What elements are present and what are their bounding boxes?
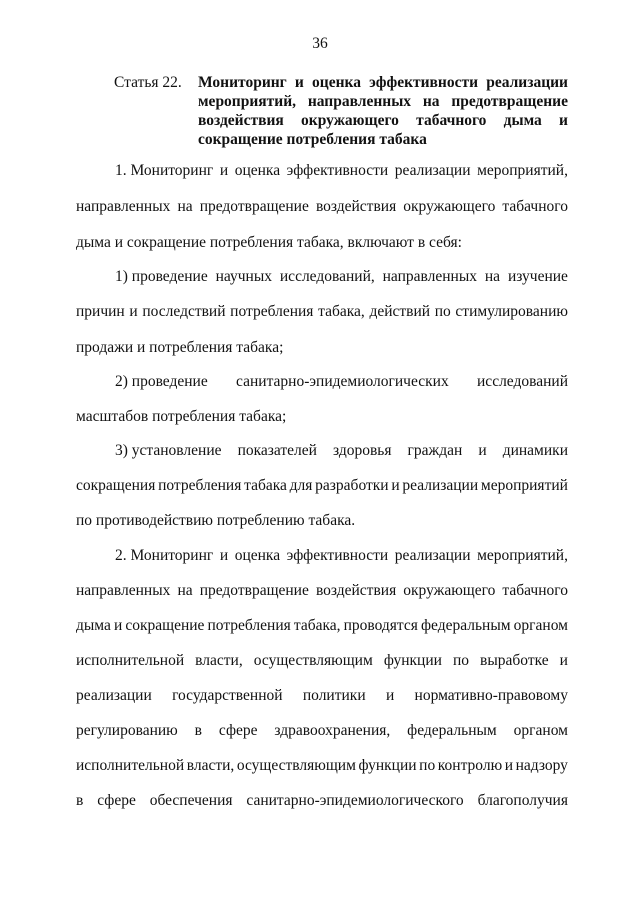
- text-word: оценка: [234, 162, 281, 179]
- text-word: органом: [513, 617, 568, 634]
- text-line: по противодействию потреблению табака.: [76, 512, 356, 529]
- text-word: здоровья: [333, 442, 392, 459]
- text-word: 3) установление: [115, 442, 222, 459]
- text-word: реализации: [402, 477, 479, 494]
- article-title: Мониторинг и оценка эффективности реализации мероприятий, направленных на предотвращение воздействия окружающего табачного дыма и сокращение потребления табака: [198, 74, 568, 148]
- text-word: оценка: [234, 547, 281, 564]
- text-word: осуществляющим: [236, 757, 356, 774]
- text-word: власти,: [195, 652, 243, 669]
- text-word: динамики: [502, 442, 568, 459]
- text-word: потребления: [158, 477, 242, 494]
- text-word: по: [452, 652, 470, 669]
- text-word: реализации: [394, 547, 471, 564]
- text-line: [115, 372, 568, 392]
- text-line: [76, 197, 568, 217]
- text-word: 1. Мониторинг: [115, 162, 214, 179]
- text-word: научных: [215, 268, 273, 285]
- text-word: предотвращение: [199, 198, 309, 215]
- text-word: политики: [302, 687, 366, 704]
- text-word: санитарно-эпидемиологических: [236, 373, 449, 390]
- text-word: табака: [244, 477, 287, 494]
- text-word: 1) проведение: [115, 268, 208, 285]
- text-word: направленных: [76, 198, 171, 215]
- text-line: [76, 651, 568, 671]
- text-word: табака,: [318, 303, 365, 320]
- text-line: [76, 791, 568, 811]
- text-word: исполнительной: [76, 652, 185, 669]
- text-word: власти,: [186, 757, 235, 774]
- text-word: воздействия: [315, 198, 397, 215]
- text-line: дыма и сокращение потребления табака, включают в себя:: [76, 234, 462, 251]
- text-word: табачного: [502, 198, 568, 215]
- text-word: причин: [76, 303, 125, 320]
- text-word: потребления: [207, 617, 291, 634]
- text-word: исполнительной: [76, 757, 185, 774]
- text-word: сфере: [218, 722, 258, 739]
- text-line: [115, 546, 568, 566]
- text-word: осуществляющим: [253, 652, 373, 669]
- text-word: направленных: [382, 268, 478, 285]
- text-word: сфере: [97, 792, 136, 809]
- page-number: 36: [312, 35, 328, 52]
- text-line: [76, 581, 568, 601]
- text-word: на: [484, 268, 501, 285]
- text-word: эффективности: [286, 162, 389, 179]
- text-word: стимулированию: [455, 303, 568, 320]
- text-word: и: [478, 442, 487, 459]
- text-line: масштабов потребления табака;: [76, 408, 287, 425]
- text-word: санитарно-эпидемиологического: [246, 792, 464, 809]
- text-word: 2. Мониторинг: [115, 547, 214, 564]
- text-word: на: [177, 582, 193, 599]
- text-word: изучение: [507, 268, 568, 285]
- text-word: табачного: [502, 582, 568, 599]
- text-word: 2) проведение: [115, 373, 208, 390]
- text-word: и: [219, 547, 229, 564]
- text-word: и: [219, 162, 229, 179]
- text-line: [76, 756, 568, 776]
- text-word: государственной: [172, 687, 283, 704]
- text-word: обеспечения: [149, 792, 233, 809]
- text-line: [76, 686, 568, 706]
- text-word: воздействия: [315, 582, 397, 599]
- text-word: функции: [383, 652, 442, 669]
- text-word: исследований,: [279, 268, 375, 285]
- text-line: [76, 721, 568, 741]
- text-word: надзору: [515, 757, 568, 774]
- text-word: реализации: [394, 162, 471, 179]
- text-line: [76, 476, 568, 496]
- text-word: по: [434, 303, 451, 320]
- text-word: и: [385, 687, 395, 704]
- text-word: здравоохранения,: [274, 722, 391, 739]
- text-word: разработки: [315, 477, 389, 494]
- text-word: последствий: [142, 303, 226, 320]
- text-word: и: [391, 477, 400, 494]
- text-word: предотвращение: [199, 582, 309, 599]
- text-word: окружающего: [403, 198, 496, 215]
- text-word: нормативно-правовому: [414, 687, 568, 704]
- text-word: в: [194, 722, 202, 739]
- text-word: мероприятий,: [477, 162, 568, 179]
- text-word: и: [129, 303, 138, 320]
- text-word: контролю: [437, 757, 503, 774]
- text-word: благополучия: [477, 792, 568, 809]
- text-word: и: [113, 617, 123, 634]
- text-line: [76, 302, 568, 322]
- text-word: мероприятий: [480, 477, 568, 494]
- text-word: мероприятий,: [477, 547, 568, 564]
- text-word: сокращения: [76, 477, 156, 494]
- text-line: [115, 441, 568, 461]
- text-word: реализации: [76, 687, 152, 704]
- text-line: продажи и потребления табака;: [76, 339, 284, 356]
- text-word: действий: [369, 303, 431, 320]
- text-word: органом: [513, 722, 568, 739]
- text-word: по: [419, 757, 436, 774]
- text-line: [115, 267, 568, 287]
- text-word: в: [76, 792, 84, 809]
- text-word: функции: [358, 757, 417, 774]
- text-word: сокращение: [125, 617, 205, 634]
- text-word: федеральным: [407, 722, 497, 739]
- text-word: направленных: [76, 582, 171, 599]
- text-word: на: [177, 198, 193, 215]
- text-word: эффективности: [286, 547, 389, 564]
- text-word: исследований: [477, 373, 568, 390]
- text-line: [115, 161, 568, 181]
- text-word: для: [289, 477, 313, 494]
- text-word: дыма: [76, 617, 111, 634]
- text-line: [76, 616, 568, 636]
- text-word: потребления: [230, 303, 314, 320]
- text-word: регулированию: [76, 722, 178, 739]
- article-label: Статья 22.: [114, 74, 182, 91]
- text-word: граждан: [407, 442, 463, 459]
- text-word: выработке: [480, 652, 549, 669]
- text-word: проводятся: [343, 617, 418, 634]
- text-word: окружающего: [403, 582, 496, 599]
- text-word: и: [504, 757, 514, 774]
- text-word: и: [559, 652, 568, 669]
- text-word: показателей: [237, 442, 317, 459]
- text-word: табака,: [293, 617, 341, 634]
- text-word: федеральным: [421, 617, 511, 634]
